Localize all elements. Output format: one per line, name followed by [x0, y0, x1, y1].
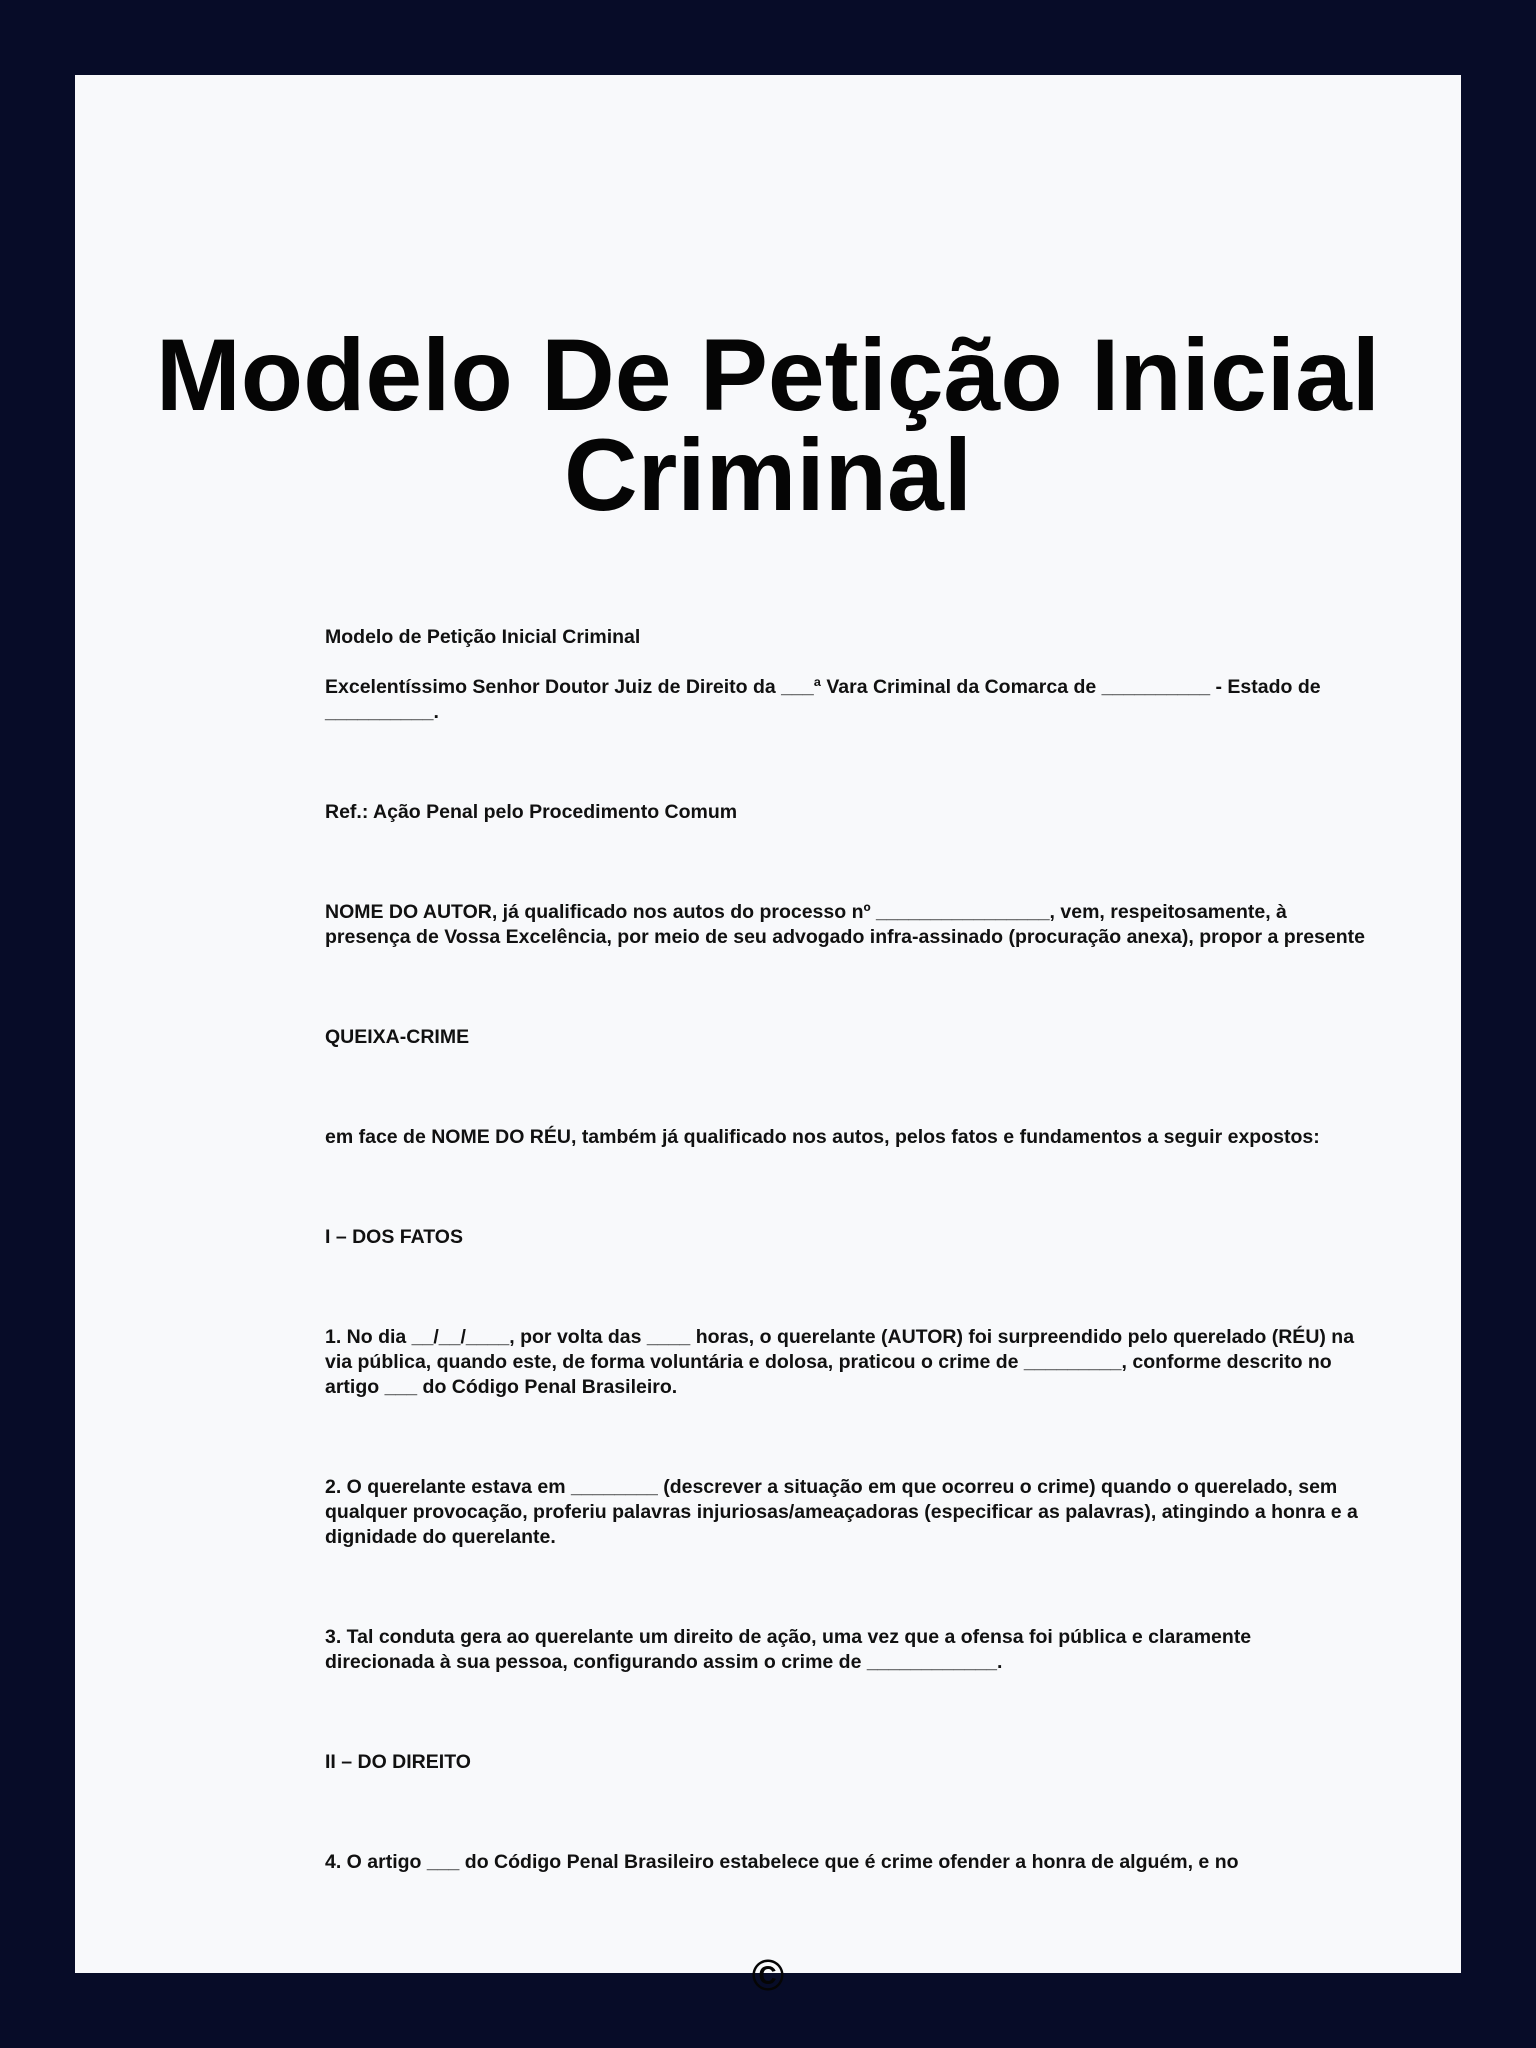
document-title — [75, 318, 1461, 532]
title-line-2: Criminal — [563, 418, 973, 532]
title-line-1: Modelo De Petição Inicial — [155, 318, 1381, 432]
fact-paragraph-1: 1. No dia __/__/____, por volta das ____ horas, o querelante (AUTOR) foi surpreendido pelo querelado (RÉU) na via pública, quando este, de forma voluntária e dolosa, praticou o crime de _________, conforme descrito no artigo ___ do Código Penal Brasileiro. — [325, 1326, 1355, 1398]
body-heading: Modelo de Petição Inicial Criminal — [325, 626, 641, 648]
court-address: Excelentíssimo Senhor Doutor Juiz de Direito da ___ª Vara Criminal da Comarca de __________ - Estado de __________. — [325, 676, 1321, 723]
defendant-line: em face de NOME DO RÉU, também já qualificado nos autos, pelos fatos e fundamentos a seguir expostos: — [325, 1126, 1320, 1148]
section-law-heading: II – DO DIREITO — [325, 1751, 471, 1773]
fact-paragraph-2: 2. O querelante estava em ________ (descrever a situação em que ocorreu o crime) quando o querelado, sem qualquer provocação, proferiu palavras injuriosas/ameaçadoras (especificar as palavras), atingindo a honra e a dignidade do querelante. — [325, 1476, 1358, 1548]
reference-line: Ref.: Ação Penal pelo Procedimento Comum — [325, 801, 738, 823]
document-page — [75, 75, 1461, 2000]
action-type: QUEIXA-CRIME — [325, 1026, 470, 1048]
document-body — [325, 625, 1365, 1875]
copyright-icon: © — [751, 1951, 785, 2000]
author-qualification: NOME DO AUTOR, já qualificado nos autos do processo nº ________________, vem, respeitosamente, à presença de Vossa Excelência, por meio de seu advogado infra-assinado (procuração anexa), propor a presente — [325, 901, 1365, 948]
section-facts-heading: I – DOS FATOS — [325, 1226, 463, 1248]
fact-paragraph-3: 3. Tal conduta gera ao querelante um direito de ação, uma vez que a ofensa foi pública e claramente direcionada à sua pessoa, configurando assim o crime de ____________. — [325, 1626, 1252, 1673]
law-paragraph-4: 4. O artigo ___ do Código Penal Brasileiro estabelece que é crime ofender a honra de alguém, e no — [325, 1851, 1239, 1873]
